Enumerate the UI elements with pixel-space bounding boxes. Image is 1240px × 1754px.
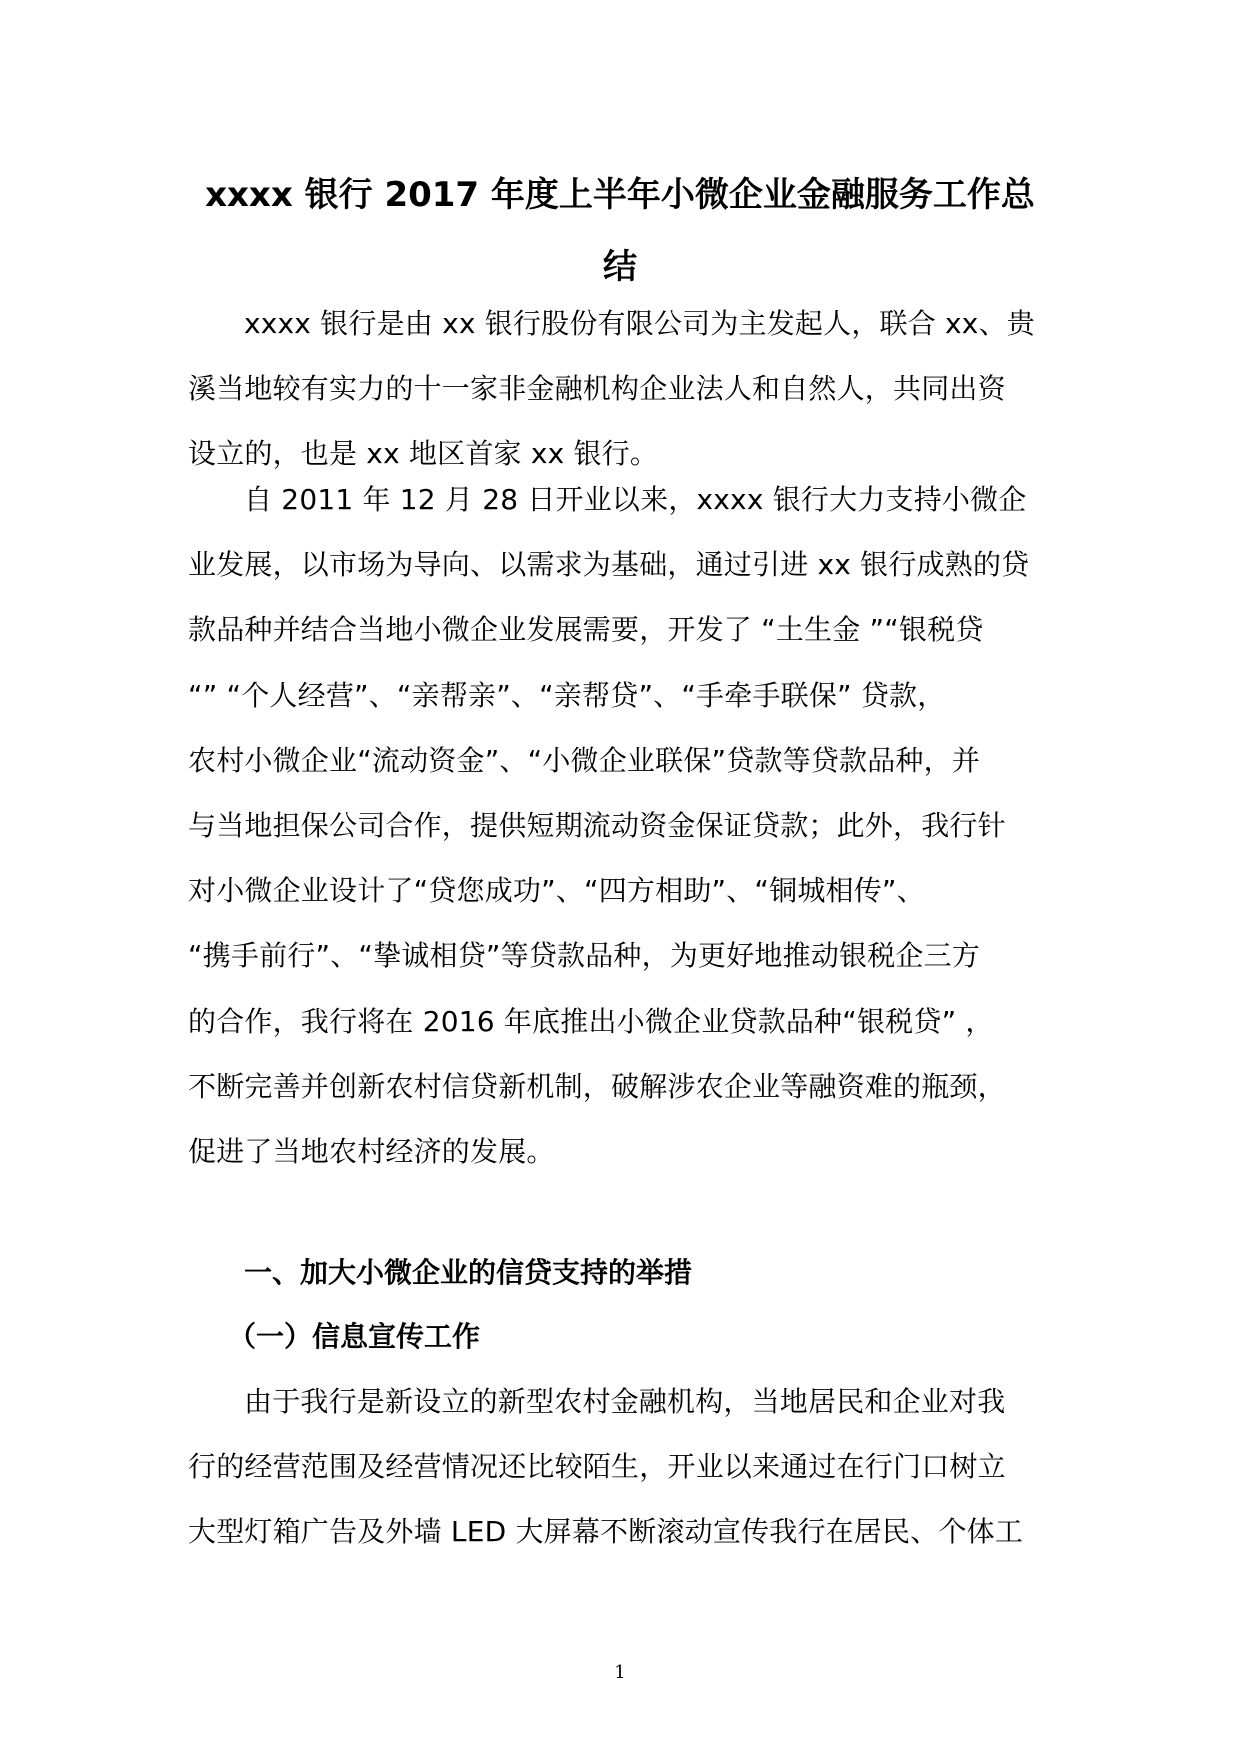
paragraph-products bbox=[188, 467, 1068, 1184]
section-heading-text: 一、加大小微企业的信贷支持的举措 bbox=[244, 1256, 693, 1289]
paragraph-line: 的合作，我行将在 2016 年底推出小微企业贷款品种“银税贷” ， bbox=[188, 1004, 994, 1038]
paragraph-line: “携手前行”、“挚诚相贷”等贷款品种，为更好地推动银税企三方 bbox=[188, 939, 981, 973]
paragraph-line: xxxx 银行是由 xx 银行股份有限公司为主发起人，联合 xx、贵 bbox=[244, 307, 1035, 340]
document-title bbox=[180, 159, 1060, 303]
paragraph-line: 溪当地较有实力的十一家非金融机构企业法人和自然人，共同出资 bbox=[188, 372, 1006, 406]
paragraph-line: 款品种并结合当地小微企业发展需要，开发了 “土生金 ”“银税贷 bbox=[188, 613, 984, 647]
section-heading bbox=[188, 1240, 1068, 1305]
paragraph-line: “” “个人经营”、“亲帮亲”、“亲帮贷”、“手牵手联保” 贷款， bbox=[188, 678, 946, 712]
subsection-heading bbox=[188, 1304, 1068, 1369]
paragraph-line: 由于我行是新设立的新型农村金融机构，当地居民和企业对我 bbox=[244, 1385, 1006, 1418]
paragraph-intro bbox=[188, 291, 1068, 487]
paragraph-line: 促进了当地农村经济的发展。 bbox=[188, 1134, 555, 1168]
paragraph-line: 与当地担保公司合作，提供短期流动资金保证贷款；此外，我行针 bbox=[188, 808, 1006, 842]
title-line: 结 bbox=[603, 247, 637, 287]
paragraph-line: 设立的，也是 xx 地区首家 xx 银行。 bbox=[188, 437, 659, 471]
page-number: 1 bbox=[614, 1662, 626, 1683]
subsection-heading-text: （一）信息宣传工作 bbox=[228, 1320, 481, 1353]
paragraph-line: 不断完善并创新农村信贷新机制，破解涉农企业等融资难的瓶颈， bbox=[188, 1069, 1006, 1103]
paragraph-line: 业发展，以市场为导向、以需求为基础，通过引进 xx 银行成熟的贷 bbox=[188, 548, 1030, 582]
paragraph-line: 农村小微企业“流动资金”、“小微企业联保”贷款等贷款品种，并 bbox=[188, 743, 981, 777]
paragraph-line: 对小微企业设计了“贷您成功”、“四方相助”、“铜城相传”、 bbox=[188, 874, 925, 908]
paragraph-publicity bbox=[188, 1369, 1068, 1565]
title-line: xxxx 银行 2017 年度上半年小微企业金融服务工作总 bbox=[205, 175, 1035, 215]
paragraph-line: 行的经营范围及经营情况还比较陌生，开业以来通过在行门口树立 bbox=[188, 1450, 1006, 1484]
paragraph-line: 自 2011 年 12 月 28 日开业以来，xxxx 银行大力支持小微企 bbox=[244, 483, 1027, 516]
paragraph-line: 大型灯箱广告及外墙 LED 大屏幕不断滚动宣传我行在居民、个体工 bbox=[188, 1515, 1024, 1549]
